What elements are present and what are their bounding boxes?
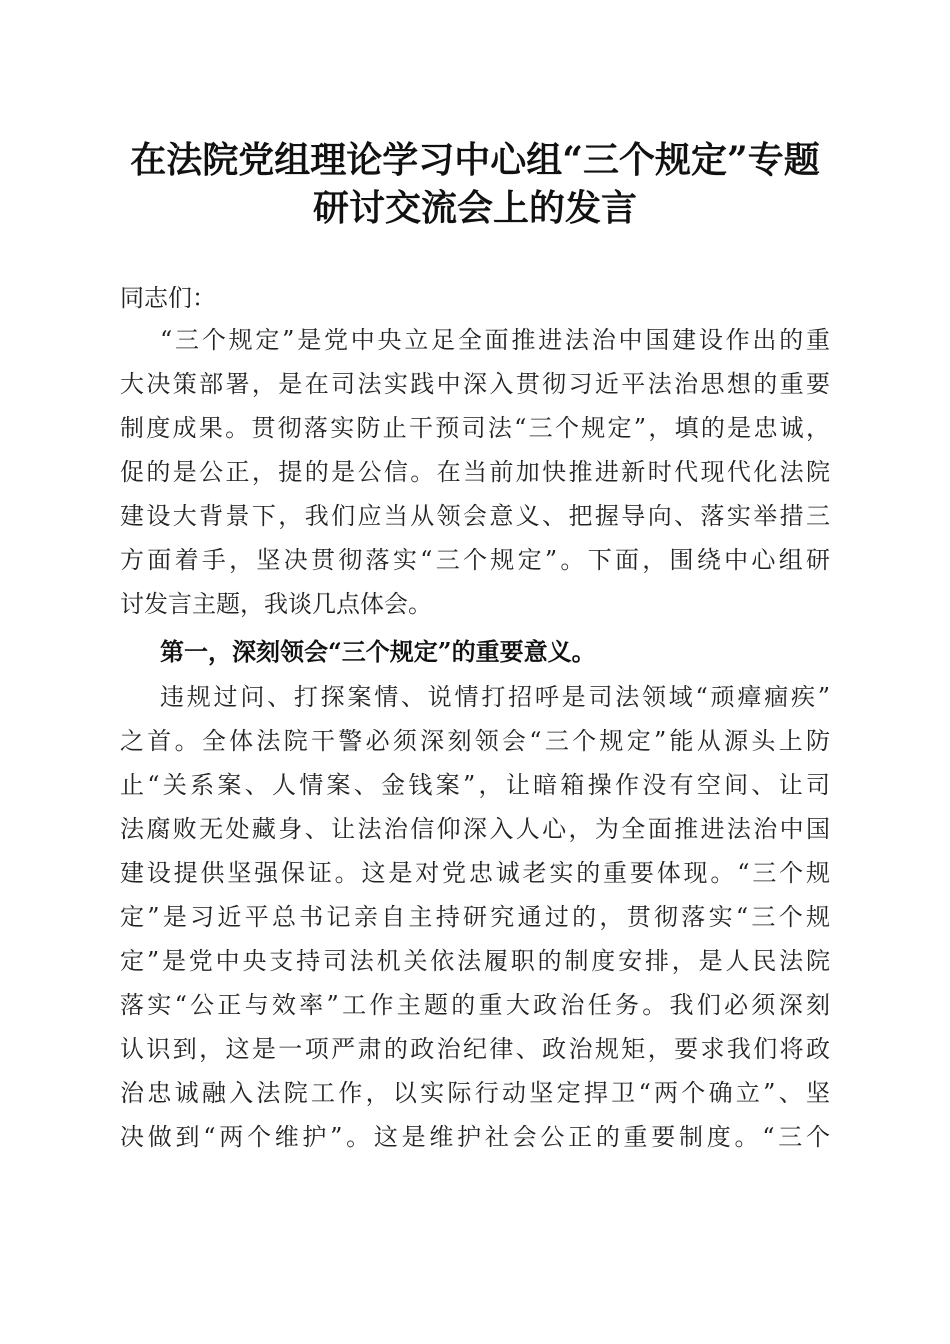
document-title-line-2: 研讨交流会上的发言 [312, 187, 637, 229]
paragraph-1-line: “三个规定”是党中央立足全面推进法治中国建设作出的重 [160, 326, 830, 354]
paragraph-1-line: 讨发言主题，我谈几点体会。 [120, 590, 432, 618]
paragraph-2-line: 止“关系案、人情案、金钱案”，让暗箱操作没有空间、让司 [120, 771, 830, 799]
paragraph-1-line: 大决策部署，是在司法实践中深入贯彻习近平法治思想的重要 [120, 370, 830, 398]
paragraph-2-line: 决做到“两个维护”。这是维护社会公正的重要制度。“三个 [120, 1123, 830, 1151]
paragraph-2-line: 定”是党中央支持司法机关依法履职的制度安排，是人民法院 [120, 947, 830, 975]
paragraph-2-line: 定”是习近平总书记亲自主持研究通过的，贯彻落实“三个规 [120, 903, 830, 931]
paragraph-2-line: 落实“公正与效率”工作主题的重大政治任务。我们必须深刻 [120, 991, 830, 1019]
paragraph-2-line: 建设提供坚强保证。这是对党忠诚老实的重要体现。“三个规 [120, 859, 830, 887]
paragraph-2-line: 违规过问、打探案情、说情打招呼是司法领域“顽瘴痼疾” [160, 683, 830, 711]
paragraph-2-line: 治忠诚融入法院工作，以实际行动坚定捍卫“两个确立”、坚 [120, 1079, 830, 1107]
paragraph-1-line: 促的是公正，提的是公信。在当前加快推进新时代现代化法院 [120, 458, 830, 486]
paragraph-2-line: 之首。全体法院干警必须深刻领会“三个规定”能从源头上防 [120, 727, 830, 755]
paragraph-2-line: 法腐败无处藏身、让法治信仰深入人心，为全面推进法治中国 [120, 815, 830, 843]
salutation: 同志们： [120, 284, 216, 312]
document-title-line-1: 在法院党组理论学习中心组“三个规定”专题 [130, 139, 820, 181]
section-heading-1: 第一，深刻领会“三个规定”的重要意义。 [160, 637, 596, 666]
paragraph-1-line: 制度成果。贯彻落实防止干预司法“三个规定”，填的是忠诚， [120, 414, 830, 442]
paragraph-2-line: 认识到，这是一项严肃的政治纪律、政治规矩，要求我们将政 [120, 1035, 830, 1063]
paragraph-1-line: 建设大背景下，我们应当从领会意义、把握导向、落实举措三 [120, 502, 830, 530]
paragraph-1-line: 方面着手，坚决贯彻落实“三个规定”。下面，围绕中心组研 [120, 546, 830, 574]
